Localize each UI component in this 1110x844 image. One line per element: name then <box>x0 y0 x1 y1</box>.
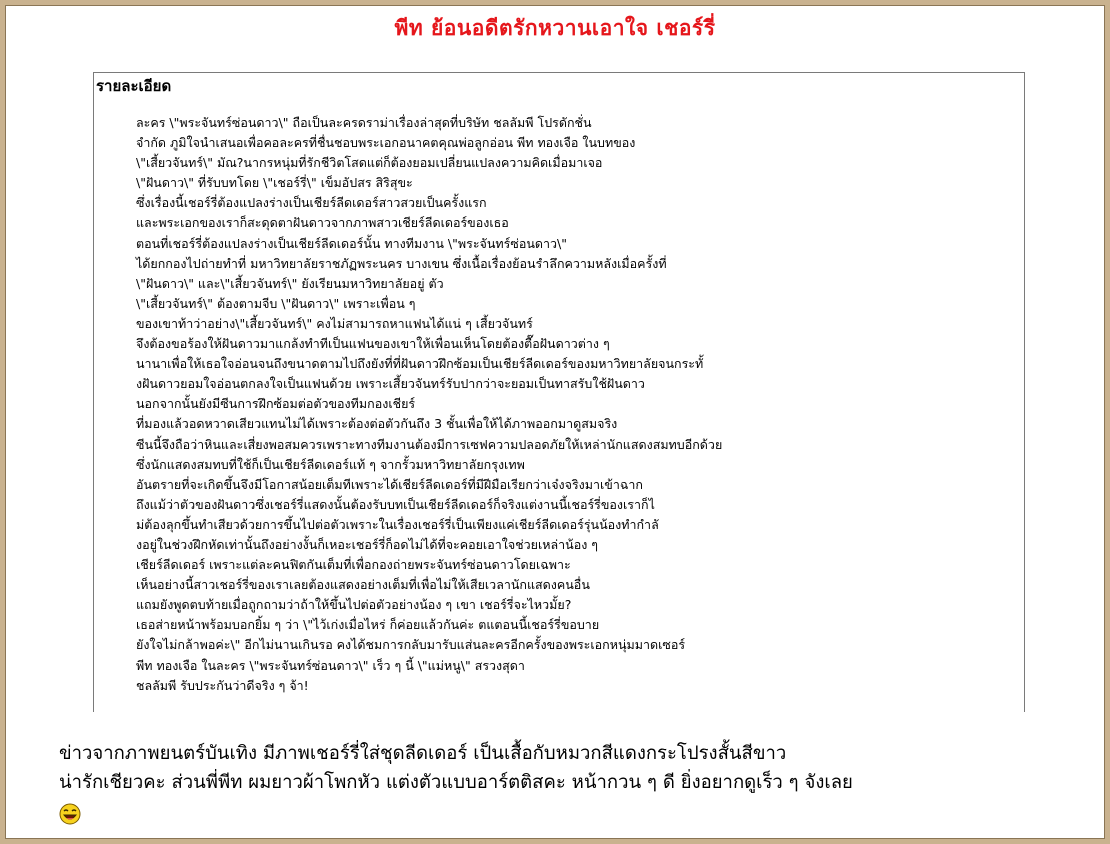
detail-line: ตอนที่เชอร์รี่ต้องแปลงร่างเป็นเชียร์ลีดเดอร์นั้น ทางทีมงาน \"พระจันทร์ซ่อนดาว\" <box>136 235 568 251</box>
detail-line: \"ฝันดาว\" และ\"เสี้ยวจันทร์\" ยังเรียนมหาวิทยาลัยอยู่ ตัว <box>136 275 444 291</box>
detail-line: อันตรายที่จะเกิดขึ้นจึงมีโอกาสน้อยเต็มทีเพราะได้เชียร์ลีดเดอร์ที่มีฝีมือเรียกว่าเจ๋งจริงมาเข้าฉาก <box>136 476 643 492</box>
detail-line: ได้ยกกองไปถ่ายทำที่ มหาวิทยาลัยราชภัฏพระนคร บางเขน ซึ่งเนื้อเรื่องย้อนรำลึกความหลังเมื่อครั้งที่ <box>136 255 667 271</box>
news-line-2: น่ารักเชียวคะ ส่วนพี่พีท ผมยาวผ้าโพกหัว แต่งตัวแบบอาร์ตติสคะ หน้ากวน ๆ ดี ยิ่งอยากดูเร็ว ๆ จังเลย <box>59 772 853 793</box>
detail-line: แถมยังพูดตบท้ายเมื่อถูกถามว่าถ้าให้ขึ้นไปต่อตัวอย่างน้อง ๆ เขา เชอร์รี่จะไหวมั้ย? <box>136 597 572 613</box>
detail-box <box>93 72 1025 712</box>
detail-line: งอยู่ในช่วงฝึกหัดเท่านั้นถึงอย่างงั้นก็เหอะเชอร์รี่ก็อดไม่ได้ที่จะคอยเอาใจช่วยเหล่าน้อง ๆ <box>136 536 599 552</box>
detail-line: \"ฝันดาว\" ที่รับบทโดย \"เชอร์รี่\" เข็มอัปสร สิริสุขะ <box>136 175 413 191</box>
detail-line: งฝันดาวยอมใจอ่อนตกลงใจเป็นแฟนด้วย เพราะเสี้ยวจันทร์รับปากว่าจะยอมเป็นทาสรับใช้ฝันดาว <box>136 376 645 392</box>
detail-line: จำกัด ภูมิใจนำเสนอเพื่อคอละครที่ชื่นชอบพระเอกอนาคตคุณพ่อลูกอ่อน พีท ทองเจือ ในบทของ <box>136 135 636 151</box>
laughing-smiley-icon <box>59 803 81 825</box>
news-caption <box>59 739 1099 826</box>
detail-line: ละคร \"พระจันทร์ซ่อนดาว\" ถือเป็นละครดราม่าเรื่องล่าสุดที่บริษัท ชลลัมพี โปรดักชั่น <box>136 115 592 130</box>
detail-line: นอกจากนั้นยังมีซีนการฝึกซ้อมต่อตัวของทีมกองเชียร์ <box>136 396 416 412</box>
detail-line: ถึงแม้ว่าตัวของฝันดาวซึ่งเชอร์รี่แสดงนั้นต้องรับบทเป็นเชียร์ลีดเดอร์ก็จริงแต่งานนี้เชอร์รี่ของเราก็ไ <box>136 496 655 512</box>
page-title: พีท ย้อนอดีตรักหวานเอาใจ เชอร์รี่ <box>394 16 716 40</box>
detail-body <box>136 113 1016 696</box>
detail-line: และพระเอกของเราก็สะดุดตาฝันดาวจากภาพสาวเชียร์ลีดเดอร์ของเธอ <box>136 215 509 231</box>
detail-line: ที่มองแล้วอดหวาดเสียวแทนไม่ได้เพราะต้องต่อตัวกันถึง 3 ชั้นเพื่อให้ได้ภาพออกมาดูสมจริง <box>136 416 618 432</box>
detail-line: ชลลัมพี รับประกันว่าดีจริง ๆ จ้า! <box>136 677 309 693</box>
detail-line: นานาเพื่อให้เธอใจอ่อนจนถึงขนาดตามไปถึงยังที่ที่ฝันดาวฝึกซ้อมเป็นเชียร์ลีดเดอร์ของมหาวิทยาลัยจนกระทั้ <box>136 356 704 372</box>
detail-line: จึงต้องขอร้องให้ฝันดาวมาแกล้งทำทีเป็นแฟนของเขาให้เพื่อนเห็นโดยต้องตื๊อฝันดาวต่าง ๆ <box>136 336 610 352</box>
detail-line: เห็นอย่างนี้สาวเชอร์รี่ของเราเลยต้องแสดงอย่างเต็มที่เพื่อไม่ให้เสียเวลานักแสดงคนอื่น <box>136 577 590 593</box>
detail-line: ซึ่งเรื่องนี้เชอร์รี่ต้องแปลงร่างเป็นเชียร์ลีดเดอร์สาวสวยเป็นครั้งแรก <box>136 195 487 211</box>
detail-line: \"เสี้ยวจันทร์\" มัณ?นากรหนุ่มที่รักชีวิตโสดแต่ก็ต้องยอมเปลี่ยนแปลงความคิดเมื่อมาเจอ <box>136 155 603 171</box>
detail-line: ซีนนี้จึงถือว่าหินและเสี่ยงพอสมควรเพราะทางทีมงานต้องมีการเซฟความปลอดภัยให้เหล่านักแสดงสมทบอีกด้วย <box>136 436 723 452</box>
laughing-smiley-icon-svg <box>59 803 81 825</box>
detail-line: เชียร์ลีดเดอร์ เพราะแต่ละคนฟิตกันเต็มที่เพื่อกองถ่ายพระจันทร์ซ่อนดาวโดยเฉพาะ <box>136 557 571 573</box>
news-line-1: ข่าวจากภาพยนตร์บันเทิง มีภาพเชอร์รี่ใส่ชุดลีดเดอร์ เป็นเสื้อกับหมวกสีแดงกระโปรงสั้นสีขาว <box>59 743 787 764</box>
detail-heading: รายละเอียด <box>96 77 172 95</box>
detail-line: ของเขาท้าว่าอย่าง\"เสี้ยวจันทร์\" คงไม่สามารถหาแฟนได้แน่ ๆ เสี้ยวจันทร์ <box>136 315 533 331</box>
detail-line: เธอส่ายหน้าพร้อมบอกยิ้ม ๆ ว่า \"ไว้เก่งเมื่อไหร่ ก็ค่อยแล้วกันค่ะ ตแตอนนี้เชอร์รี่ขอบาย <box>136 617 600 633</box>
detail-line: ยังใจไม่กล้าพอค่ะ\" อีกไม่นานเกินรอ คงได้ชมการกลับมารับแส่นละครอีกครั้งของพระเอกหนุ่มมาดเซอร์ <box>136 637 686 653</box>
detail-line: \"เสี้ยวจันทร์\" ต้องตามจีบ \"ฝันดาว\" เพราะเพื่อน ๆ <box>136 295 416 311</box>
detail-line: พีท ทองเจือ ในละคร \"พระจันทร์ซ่อนดาว\" เร็ว ๆ นี้ \"แม่หนู\" สรวงสุดา <box>136 657 525 673</box>
detail-line: ซึ่งนักแสดงสมทบที่ใช้ก็เป็นเชียร์ลีดเดอร์แท้ ๆ จากรั้วมหาวิทยาลัยกรุงเทพ <box>136 456 525 472</box>
detail-line: ม่ต้องลุกขึ้นทำเสียวด้วยการขึ้นไปต่อตัวเพราะในเรื่องเชอร์รี่เป็นเพียงแค่เชียร์ลีดเดอร์รุ่นน้องทำกำลั <box>136 516 659 532</box>
